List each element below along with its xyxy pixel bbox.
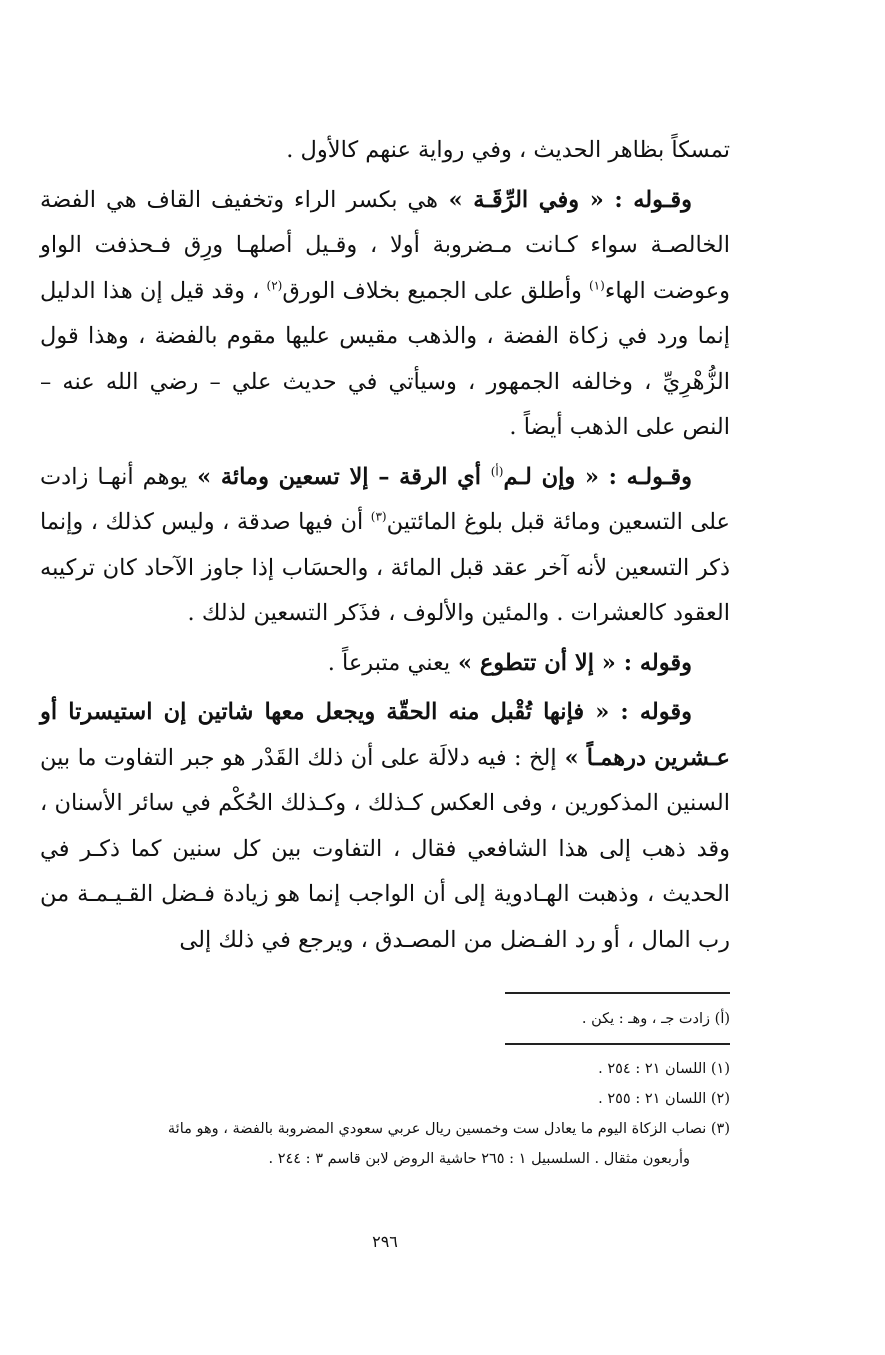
paragraph-1-text: تمسكاً بظاهر الحديث ، وفي رواية عنهم كالأول . — [286, 137, 730, 163]
variant-footnotes — [40, 1004, 730, 1034]
paragraph-2-text-a: هي بكسر الراء وتخفيف القاف هي الفضة الخالصـة سواء كـانت مـضروبة أولا ، وقـيل أصلهـا ورِق فـحذفت الواو وعوضت الهاء — [40, 186, 730, 304]
paragraph-5 — [40, 690, 730, 963]
page-number: ٢٩٦ — [372, 1232, 398, 1251]
paragraph-3 — [40, 455, 730, 637]
paragraph-1 — [40, 128, 730, 174]
paragraph-3-text-a: يوهم أنهـا زادت على التسعين ومائة قبل بلوغ المائتين — [40, 463, 730, 535]
variant-ref-a: (أ) — [490, 464, 504, 478]
paragraph-2 — [40, 178, 730, 451]
footnote-3-continuation: وأربعون مثقال . السلسبيل ١ : ٢٦٥ حاشية الروض لابن قاسم ٣ : ٢٤٤ . — [268, 1151, 690, 1167]
footnote-divider-bottom — [505, 1043, 730, 1045]
paragraph-3-lead: وقـولـه : « وإن لـم — [503, 463, 692, 490]
paragraph-2-text-b: وأطلق على الجميع بخلاف الورق — [282, 277, 589, 304]
paragraph-3-text-b: أن فيها صدقة ، وليس كذلك ، وإنما ذكر التسعين لأنه آخر عقد قبل المائة ، والحسَاب إذا جاوز الآحاد كان تركيبه العقود كالعشرات . والمئين والألوف ، فذَكر التسعين لذلك . — [40, 509, 730, 626]
footnote-ref-1: (١) — [588, 278, 605, 292]
footnote-divider-top — [505, 992, 730, 994]
footnote-ref-3: (٣) — [370, 509, 387, 524]
paragraph-5-text: إلخ : فيه دلالَة على أن ذلك القَدْر هو جبر التفاوت ما بين السنين المذكورين ، وفى العكس كـذلك ، وكـذلك الحُكْم في سائر الأسنان ، وقد ذهب إلى هذا الشافعي فقال ، التفاوت بين كل سنين كما ذكـر في الحديث ، وذهبت الهـادوية إلى أن الواجب إنما هو زيادة فـضل القـيـمـة من رب المال ، أو رد الفـضل من المصـدق ، ويرجع في ذلك إلى — [40, 744, 730, 953]
footnote-2: (٢) اللسان ٢١ : ٢٥٥ . — [598, 1091, 730, 1107]
paragraph-2-text-c: ، وقد قيل إن هذا الدليل إنما ورد في زكاة الفضة ، والذهب مقيس عليها مقوم بالفضة ، وهذا قول الزُّهْرِيِّ ، وخالفه الجمهور ، وسيأتي في حديث علي – رضي الله عنه – النص على الذهب أيضاً . — [40, 277, 730, 440]
main-text — [40, 128, 730, 967]
paragraph-4-lead: وقوله : « إلا أن تتطوع » — [450, 649, 692, 676]
paragraph-4-text: يعني متبرعاً . — [327, 649, 451, 676]
paragraph-3-lead-b: أي الرقة – إلا تسعين ومائة » — [187, 463, 491, 490]
footnote-3: (٣) نصاب الزكاة اليوم ما يعادل ست وخمسين ريال عربي سعودي المضروبة بالفضة ، وهو مائة — [167, 1121, 730, 1137]
footnote-1: (١) اللسان ٢١ : ٢٥٤ . — [598, 1061, 730, 1077]
footnote-ref-2: (٢) — [266, 278, 283, 292]
footnotes — [40, 1054, 730, 1174]
paragraph-5-lead: وقوله : « فإنها تُقْبل منه الحقّة ويجعل معها شاتين إن استيسرتا أو عـشرين درهمـاً » — [40, 699, 730, 771]
paragraph-4 — [40, 641, 730, 687]
paragraph-2-lead: وقـوله : « وفي الرِّقَـة » — [438, 186, 692, 213]
variant-note-a: (أ) زادت جـ ، وهـ : يكن . — [581, 1011, 730, 1027]
